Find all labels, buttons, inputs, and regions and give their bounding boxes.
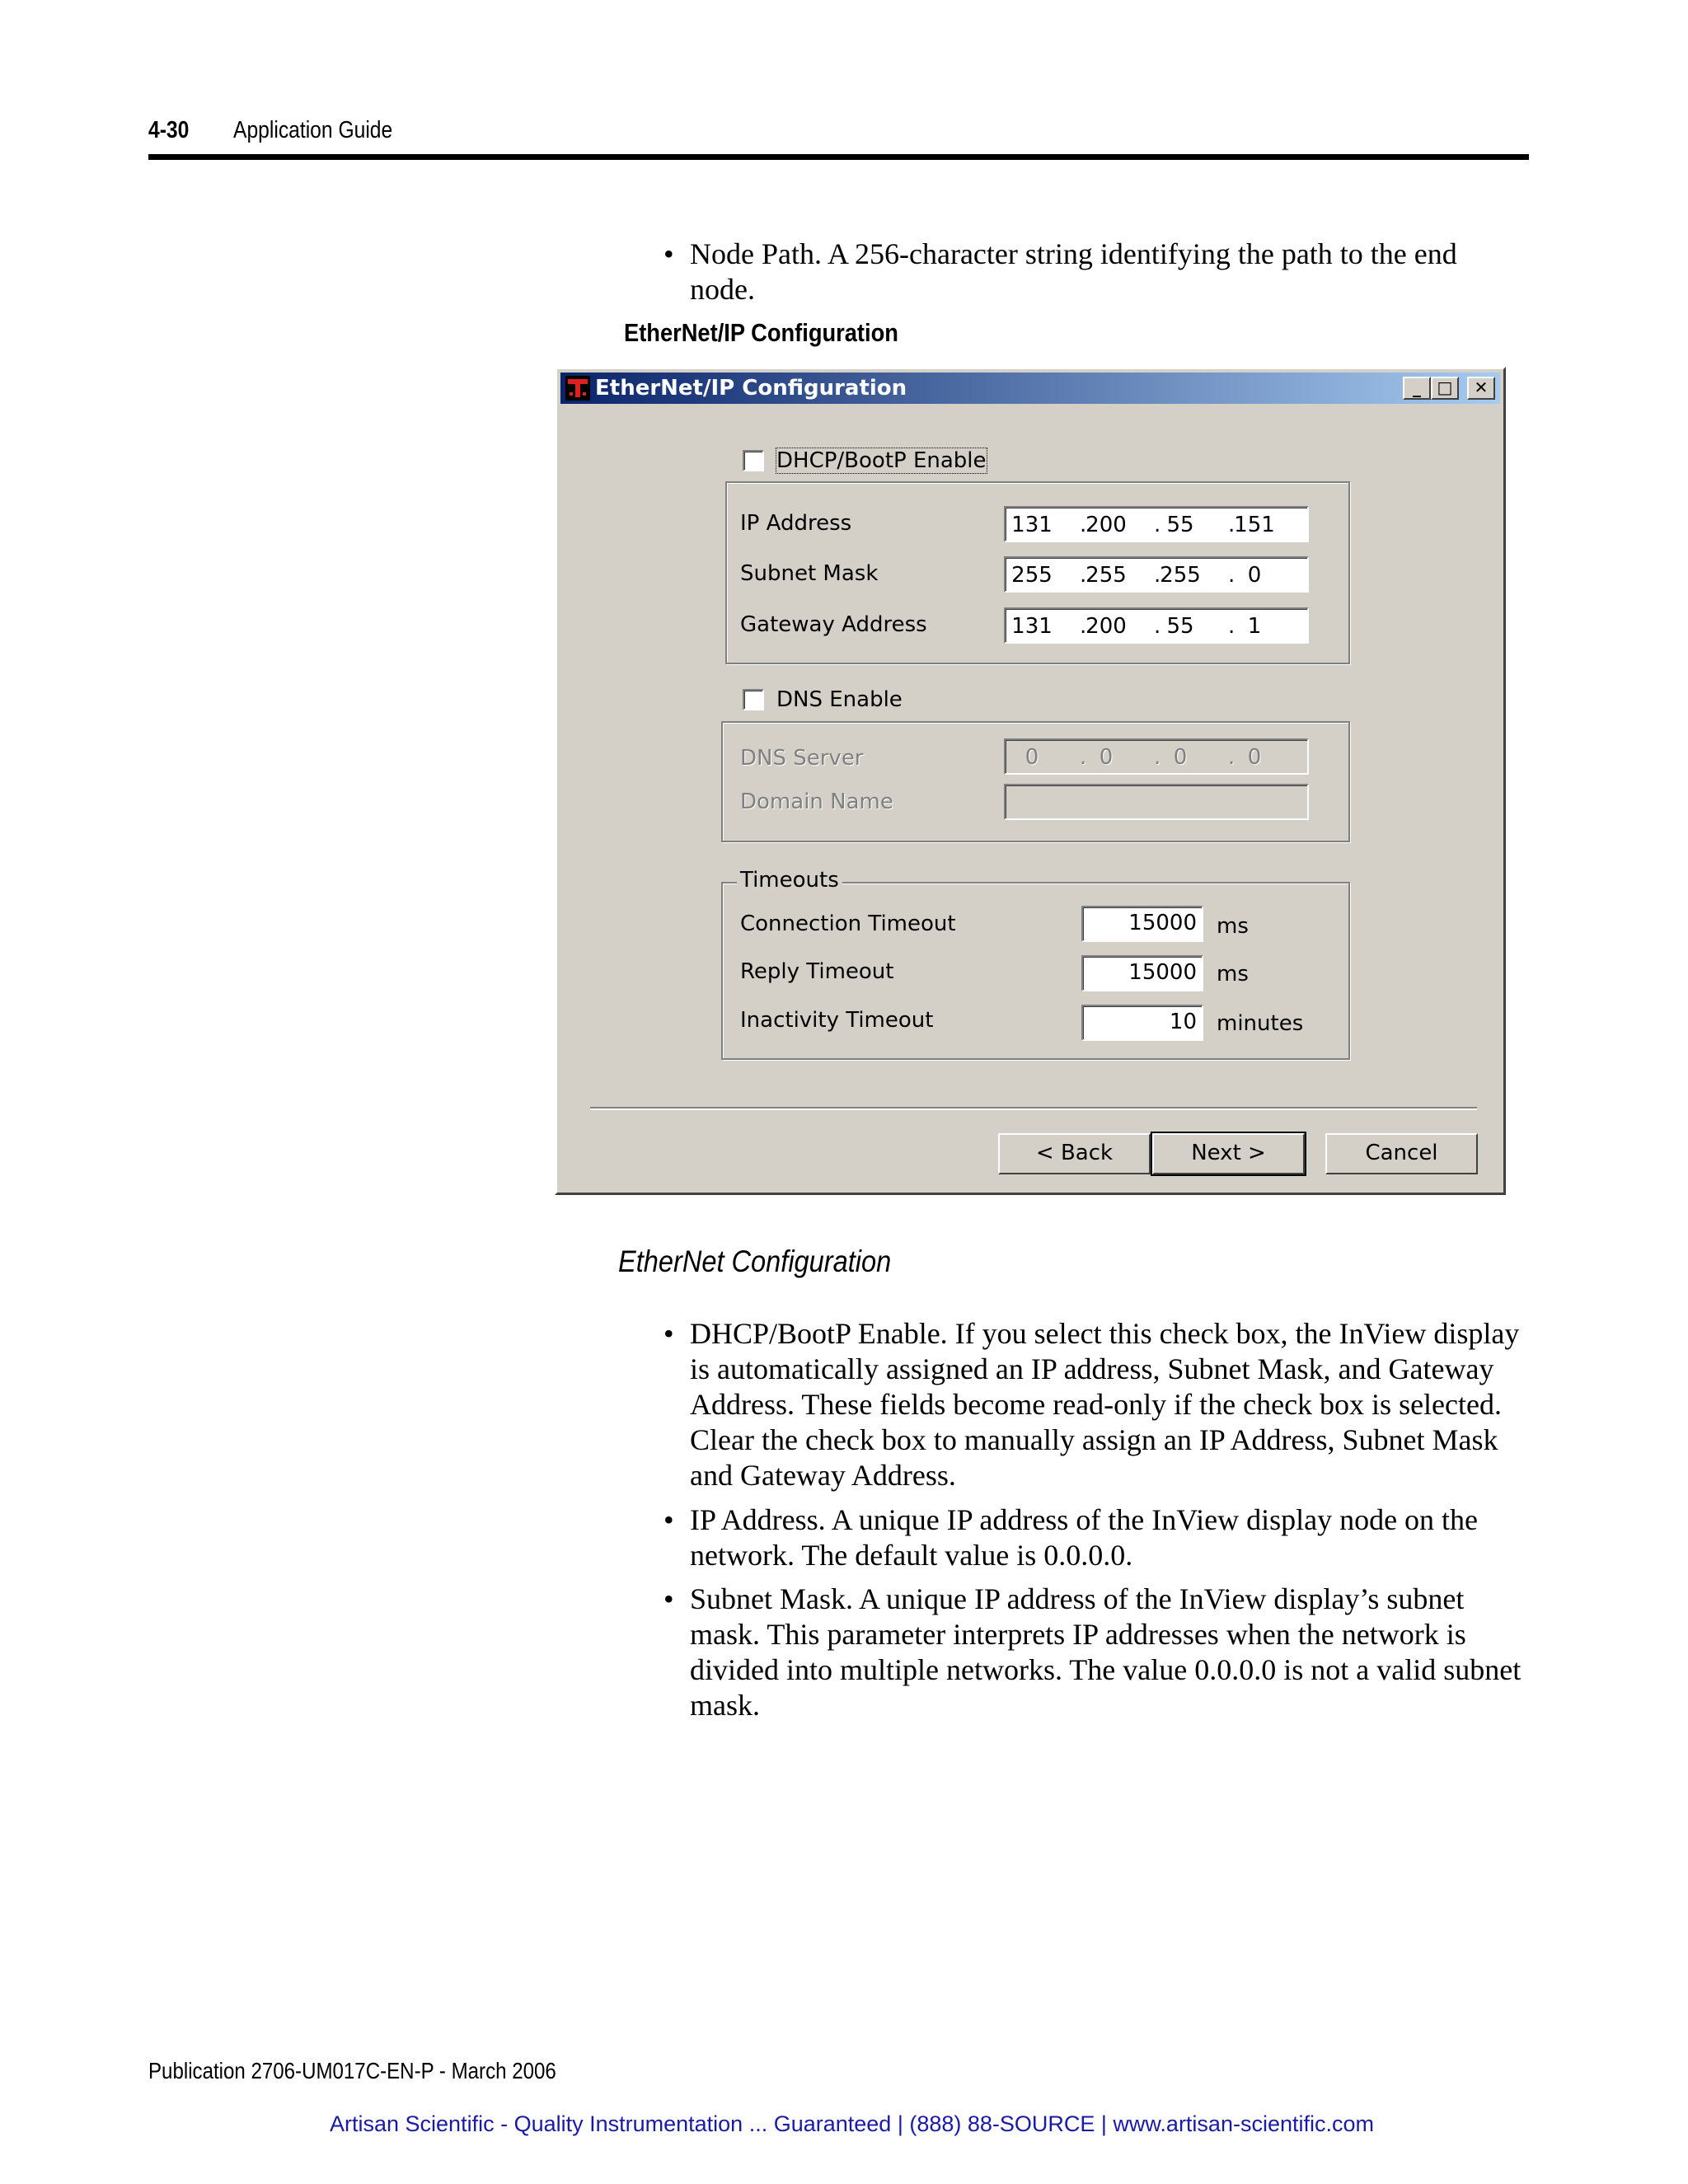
- ip-octet-3: 55: [1166, 513, 1194, 537]
- octet-dot: .: [1228, 563, 1236, 588]
- octet-dot: .: [1080, 614, 1087, 639]
- octet-dot: .: [1154, 745, 1161, 770]
- app-icon: [565, 376, 590, 401]
- octet-dot: .: [1154, 614, 1161, 639]
- dhcp-label[interactable]: DHCP/BootP Enable: [776, 448, 987, 473]
- dns-enable-checkbox[interactable]: [743, 689, 764, 710]
- close-button[interactable]: [1467, 377, 1495, 400]
- bullet-node-path: [663, 237, 1525, 307]
- publication-footer: Publication 2706-UM017C-EN-P - March 2006: [148, 2058, 556, 2083]
- gateway-octet-3: 55: [1166, 614, 1194, 639]
- subnet-octet-1: 255: [1011, 563, 1053, 588]
- connection-timeout-value: 15000: [1128, 911, 1197, 935]
- page-number: 4-30: [148, 117, 190, 143]
- inactivity-timeout-value: 10: [1169, 1010, 1197, 1034]
- reply-timeout-value: 15000: [1128, 960, 1197, 985]
- reply-timeout-input[interactable]: [1081, 955, 1203, 991]
- dns-octet-3: 0: [1173, 745, 1188, 770]
- subnet-mask-field[interactable]: [1004, 556, 1309, 593]
- next-button[interactable]: Next >: [1152, 1133, 1305, 1174]
- bullet-mark: •: [663, 1503, 674, 1536]
- gateway-address-label: Gateway Address: [740, 612, 927, 637]
- connection-timeout-unit: ms: [1217, 914, 1249, 939]
- reply-timeout-unit: ms: [1217, 962, 1249, 987]
- octet-dot: .: [1080, 513, 1087, 537]
- gateway-octet-1: 131: [1011, 614, 1053, 639]
- figure-subcaption: EtherNet Configuration: [618, 1244, 892, 1278]
- octet-dot: .: [1080, 745, 1087, 770]
- dns-octet-2: 0: [1099, 745, 1114, 770]
- minimize-button[interactable]: [1403, 377, 1431, 400]
- back-button[interactable]: < Back: [998, 1133, 1151, 1174]
- dns-server-label: DNS Server: [740, 746, 864, 771]
- ip-octet-2: 200: [1085, 513, 1127, 537]
- bullet-text: DHCP/BootP Enable. If you select this check box, the InView display is automatically assigned an IP address, Subnet Mask, and Gateway Address. These fields become read-only if the check box is selected. Clear the check box to manually assign an IP Address, Subnet Mask and Gateway Address.: [690, 1317, 1520, 1492]
- dns-octet-4: 0: [1247, 745, 1262, 770]
- octet-dot: .: [1080, 563, 1087, 588]
- ip-address-label: IP Address: [740, 511, 852, 536]
- octet-dot: .: [1154, 513, 1161, 537]
- bullet-text: Node Path. A 256-character string identifying the path to the end node.: [690, 237, 1457, 306]
- bullet-ip-address: [663, 1502, 1525, 1573]
- figure-caption: EtherNet/IP Configuration: [624, 318, 898, 347]
- dialog-title: EtherNet/IP Configuration: [595, 376, 907, 401]
- domain-name-field: [1004, 784, 1309, 820]
- timeouts-title: Timeouts: [737, 868, 842, 893]
- subnet-octet-2: 255: [1085, 563, 1127, 588]
- running-header: Application Guide: [233, 117, 393, 143]
- subnet-mask-label: Subnet Mask: [740, 561, 879, 586]
- maximize-button[interactable]: [1431, 377, 1459, 400]
- ip-octet-4: 151: [1234, 513, 1275, 537]
- minimize-icon: _: [1413, 377, 1421, 397]
- domain-name-label: Domain Name: [740, 790, 893, 814]
- dns-server-field: [1004, 738, 1309, 775]
- dns-enable-label[interactable]: DNS Enable: [776, 687, 903, 712]
- octet-dot: .: [1228, 745, 1236, 770]
- ip-address-field[interactable]: [1004, 506, 1309, 542]
- cancel-button[interactable]: Cancel: [1325, 1133, 1478, 1174]
- octet-dot: .: [1228, 513, 1236, 537]
- bullet-dhcp: [663, 1316, 1525, 1493]
- ip-octet-1: 131: [1011, 513, 1053, 537]
- gateway-octet-2: 200: [1085, 614, 1127, 639]
- inactivity-timeout-label: Inactivity Timeout: [740, 1008, 934, 1033]
- connection-timeout-label: Connection Timeout: [740, 912, 956, 936]
- gateway-octet-4: 1: [1247, 614, 1262, 639]
- bullet-mark: •: [663, 1317, 674, 1350]
- header-rule: [148, 154, 1529, 160]
- bullet-mark: •: [663, 1582, 674, 1615]
- gateway-address-field[interactable]: [1004, 607, 1309, 644]
- dns-octet-1: 0: [1025, 745, 1039, 770]
- bullet-text: IP Address. A unique IP address of the InView display node on the network. The default value is 0.0.0.0.: [690, 1503, 1479, 1572]
- octet-dot: .: [1228, 614, 1236, 639]
- octet-dot: .: [1154, 563, 1161, 588]
- dhcp-checkbox[interactable]: [743, 450, 764, 471]
- ethernet-ip-configuration-dialog: [555, 367, 1506, 1195]
- connection-timeout-input[interactable]: [1081, 906, 1203, 942]
- maximize-icon: □: [1437, 377, 1453, 397]
- inactivity-timeout-unit: minutes: [1217, 1011, 1304, 1036]
- title-bar[interactable]: [560, 373, 1500, 404]
- artisan-footer-link[interactable]: Artisan Scientific - Quality Instrumentation ... Guaranteed | (888) 88-SOURCE | www.artisan-scientific.com: [330, 2111, 1374, 2136]
- subnet-octet-3: 255: [1160, 563, 1201, 588]
- subnet-octet-4: 0: [1247, 563, 1262, 588]
- bullet-text: Subnet Mask. A unique IP address of the InView display’s subnet mask. This parameter interprets IP addresses when the network is divided into multiple networks. The value 0.0.0.0 is not a valid subnet mask.: [690, 1582, 1522, 1722]
- bullet-subnet-mask: [663, 1582, 1525, 1723]
- close-icon: ✕: [1474, 377, 1489, 397]
- bullet-mark: •: [663, 237, 674, 270]
- button-separator: [590, 1107, 1477, 1110]
- reply-timeout-label: Reply Timeout: [740, 959, 894, 984]
- inactivity-timeout-input[interactable]: [1081, 1005, 1203, 1041]
